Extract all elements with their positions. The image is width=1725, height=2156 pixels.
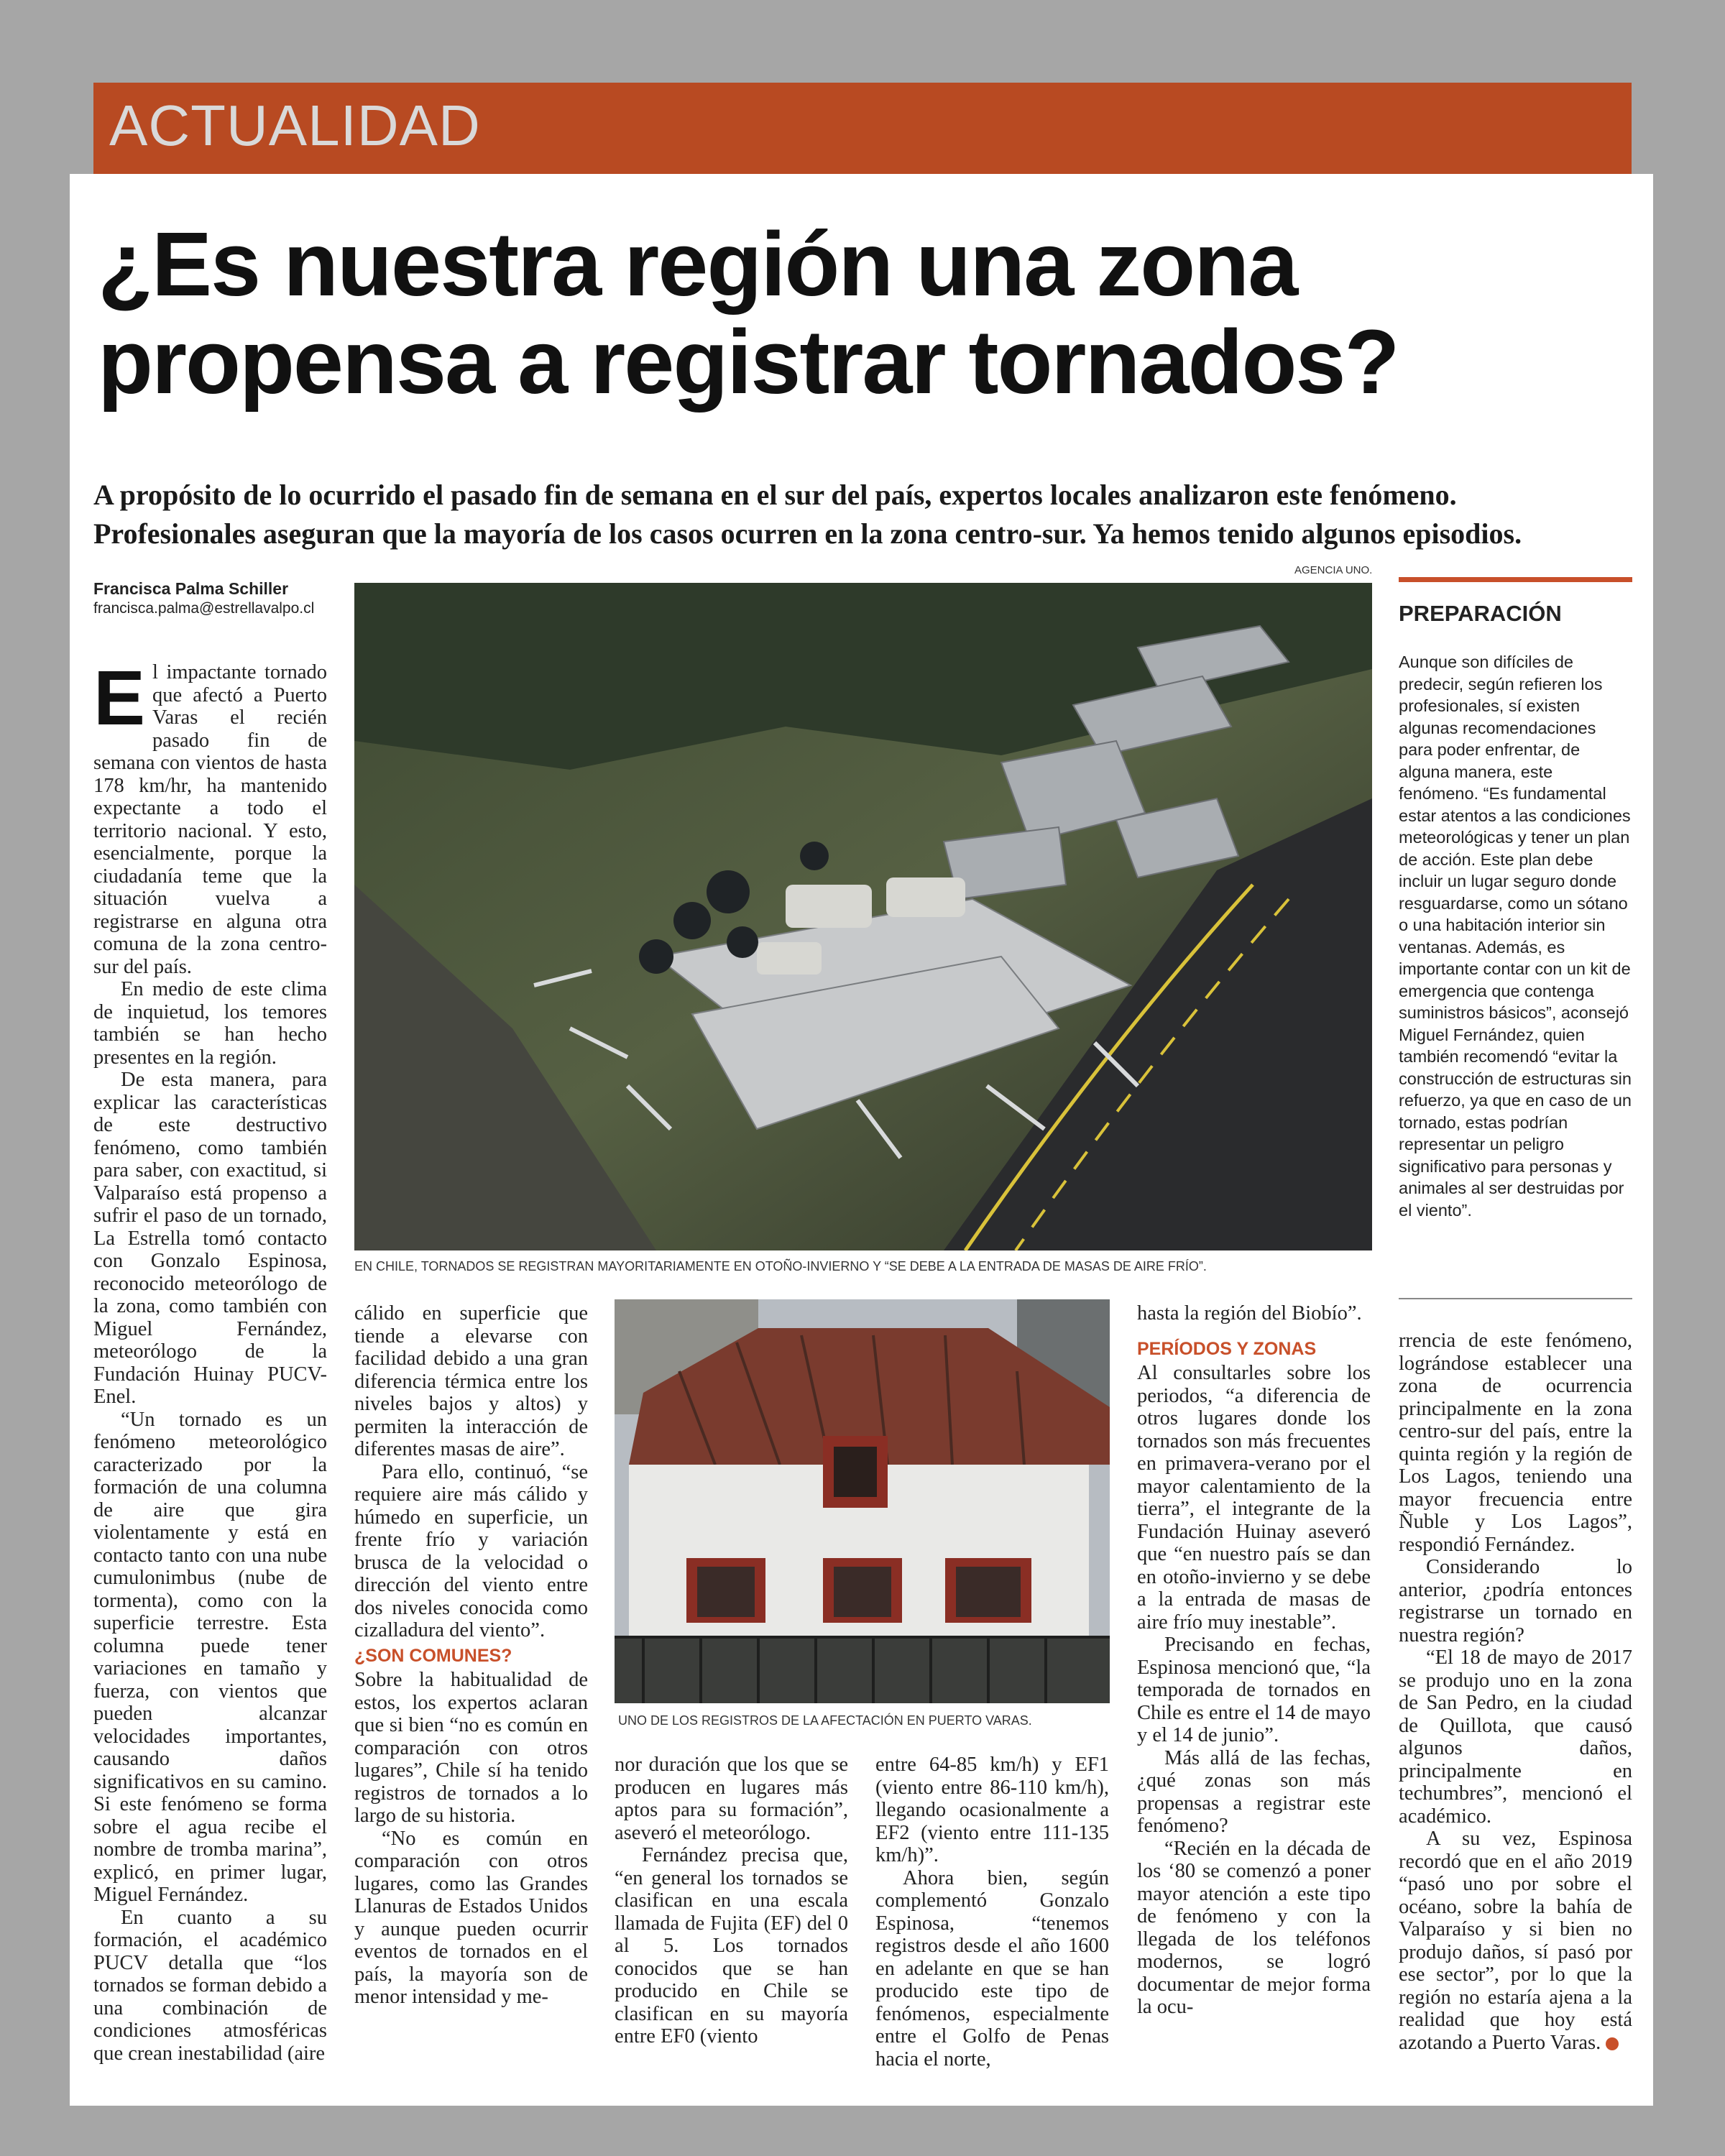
article-column-5 [1137, 1302, 1371, 2019]
paragraph: En cuanto a su formación, el académico PUCV detalla que “los tornados se forman debido a una combinación de condiciones atmosféricas que crean inestabilidad (aire [93, 1906, 327, 2065]
photo1-caption: EN CHILE, TORNADOS SE REGISTRAN MAYORITARIAMENTE EN OTOÑO-INVIERNO Y “SE DEBE A LA ENTRADA DE MASAS DE AIRE FRÍO”. [354, 1259, 1207, 1273]
aerial-photo-illustration [354, 583, 1372, 1250]
paragraph: Para ello, continuó, “se requiere aire más cálido y húmedo en superficie, un frente frío y variación brusca de la velocidad o dirección del viento entre dos niveles conocida como cizalladura del viento”. [354, 1460, 588, 1641]
paragraph: nor duración que los que se producen en lugares más aptos para su formación”, aseveró el meteorólogo. [615, 1754, 848, 1844]
end-of-article-icon: ✪ [1606, 2037, 1619, 2050]
paragraph: Ahora bien, según complementó Gonzalo Espinosa, “tenemos registros desde el año 1600 en adelante en que se han producido este tipo de fenómenos, especialmente entre el Golfo de Penas hacia el norte, [875, 1866, 1109, 2070]
sidebar-title: PREPARACIÓN [1399, 601, 1562, 626]
byline [93, 579, 314, 617]
paragraph: Precisando en fechas, Espinosa mencionó que, “la temporada de tornados en Chile es entre el 14 de mayo y el 14 de junio”. [1137, 1634, 1371, 1746]
paragraph: “Recién en la década de los ‘80 se comenzó a poner mayor atención a este tipo de fenómeno y con la llegada de los teléfonos modernos, se logró documentar de mejor forma la ocu- [1137, 1837, 1371, 2018]
subhead-periodos-zonas: PERÍODOS Y ZONAS [1137, 1338, 1317, 1359]
paragraph: De esta manera, para explicar las características de este destructivo fenómeno, como también para saber, con exactitud, si Valparaíso está propenso a sufrir el paso de un tornado, La Estrella tomó contacto con Gonzalo Espinosa, reconocido meteorólogo de la zona, como también con Miguel Fernández, meteorólogo de la Fundación Huinay PUCV-Enel. [93, 1069, 327, 1408]
article-column-3 [615, 1754, 848, 2048]
dropcap: E [93, 654, 146, 741]
sidebar-text: Aunque son difíciles de predecir, según refieren los profesionales, sí existen algunas recomendaciones para poder enfrentar, de alguna manera, este fenómeno. “Es fundamental estar atentos a las condiciones meteorológicas y tener un plan de acción. Este plan debe incluir un lugar seguro donde resguardarse, como un sótano o una habitación interior sin ventanas. Además, es importante contar con un kit de emergencia que contenga suministros básicos”, aconsejó Miguel Fernández, quien también recomendó “evitar la construcción de estructuras sin refuerzo, ya que en caso de un tornado, estas podrían representar un peligro significativo para personas y animales al ser destruidas por el viento”. [1399, 653, 1632, 1220]
article-column-4 [875, 1754, 1109, 2070]
paragraph: Fernández precisa que, “en general los tornados se clasifican en una escala llamada de Fujita (EF) del 0 al 5. Los tornados conocidos que se han producido en Chile se clasifican en su mayoría entre EF0 (viento [615, 1844, 848, 2047]
author-email: francisca.palma@estrellavalpo.cl [93, 600, 315, 617]
paragraph: En medio de este clima de inquietud, los temores también se han hecho presentes en la región. [93, 978, 327, 1069]
paragraph: A su vez, Espinosa recordó que en el año 2019 “pasó uno por sobre el océano, sobre la bahía de Valparaíso y si bien no produjo daños, sí pasó por ese sector”, por lo que la región no estaría ajena a la realidad que hoy está azotando a Puerto Varas. ✪ [1399, 1828, 1641, 2054]
tornado-damage-aerial-photo [354, 583, 1372, 1250]
paragraph: El impactante tornado que afectó a Puerto Varas el recién pasado fin de semana con vientos de hasta 178 km/hr, ha mantenido expectante a todo el territorio nacional. Y esto, esencialmente, porque la ciudadanía teme que la situación vuelva a registrarse en alguna otra comuna de la zona centro-sur del país. [93, 654, 327, 978]
paragraph: Más allá de las fechas, ¿qué zonas son más propensas a registrar este fenómeno? [1137, 1746, 1371, 1837]
article-column-1 [93, 654, 327, 2065]
house-photo-illustration [615, 1299, 1110, 1703]
paragraph: “No es común en comparación con otros lugares, como las Grandes Llanuras de Estados Unidos y aunque pueden ocurrir eventos de tornados en el país, la mayoría son de menor intensidad y me- [354, 1827, 588, 2008]
sidebar-preparacion [1399, 577, 1632, 1221]
paragraph: Sobre la habitualidad de estos, los expertos aclaran que si bien “no es común en comparación con otros lugares”, Chile sí ha tenido registros de tornados a lo largo de su historia. [354, 1669, 588, 1827]
paragraph: Al consultarles sobre los periodos, “a diferencia de otros lugares donde los tornados son más frecuentes en primavera-verano por el mayor calentamiento de la tierra”, el integrante de la Fundación Huinay aseveró que “en nuestro país se dan en otoño-invierno y se debe a la entrada de masas de aire frío muy inestable”. [1137, 1362, 1371, 1634]
section-label: ACTUALIDAD [109, 93, 481, 157]
paragraph: entre 64-85 km/h) y EF1 (viento entre 86-110 km/h), llegando ocasionalmente a EF2 (viento entre 111-135 km/h)”. [875, 1754, 1109, 1866]
paragraph: hasta la región del Biobío”. [1137, 1302, 1362, 1325]
article-column-6 [1399, 1330, 1641, 2054]
photo-credit: AGENCIA UNO. [1294, 564, 1373, 576]
author-name: Francisca Palma Schiller [93, 579, 289, 598]
article-column-2 [354, 1302, 588, 2009]
subhead-son-comunes: ¿SON COMUNES? [354, 1645, 512, 1666]
paragraph: Considerando lo anterior, ¿podría entonces registrarse un tornado en nuestra región? [1399, 1556, 1632, 1646]
sidebar-divider [1399, 1298, 1632, 1299]
paragraph: cálido en superficie que tiende a elevarse con facilidad debido a una gran diferencia térmica entre los niveles bajos y altos) y permiten la interacción de diferentes masas de aire”. [354, 1302, 588, 1460]
paragraph: “El 18 de mayo de 2017 se produjo uno en la zona de San Pedro, en la ciudad de Quillota, que causó algunos daños, principalmente en techumbres”, mencionó el académico. [1399, 1646, 1632, 1828]
damaged-house-photo [615, 1299, 1110, 1703]
section-band [93, 83, 1632, 174]
deck-subtitle: A propósito de lo ocurrido el pasado fin de semana en el sur del país, expertos locales analizaron este fenómeno. Profesionales aseguran que la mayoría de los casos ocurren en la zona centro-sur. Ya hemos tenido algunos episodios. [93, 479, 1522, 550]
paragraph: rrencia de este fenómeno, lográndose establecer una zona de ocurrencia principalmente en la zona centro-sur del país, entre la quinta región y la región de Los Lagos, teniendo una mayor frecuencia entre Ñuble y Los Lagos”, respondió Fernández. [1399, 1330, 1632, 1556]
photo2-caption: UNO DE LOS REGISTROS DE LA AFECTACIÓN EN PUERTO VARAS. [618, 1713, 1032, 1728]
paragraph: “Un tornado es un fenómeno meteorológico caracterizado por la formación de una columna de aire que gira violentamente y está en contacto tanto con una nube cumulonimbus (nube de tormenta), como con la superficie terrestre. Esta columna puede tener variaciones en tamaño y fuerza, con vientos que pueden alcanzar velocidades importantes, causando daños significativos en su camino. Si este fenómeno se forma sobre el agua recibe el nombre de tromba marina”, explicó, en primer lugar, Miguel Fernández. [93, 1408, 327, 1906]
headline: ¿Es nuestra región una zona propensa a registrar tornados? [98, 213, 1399, 413]
